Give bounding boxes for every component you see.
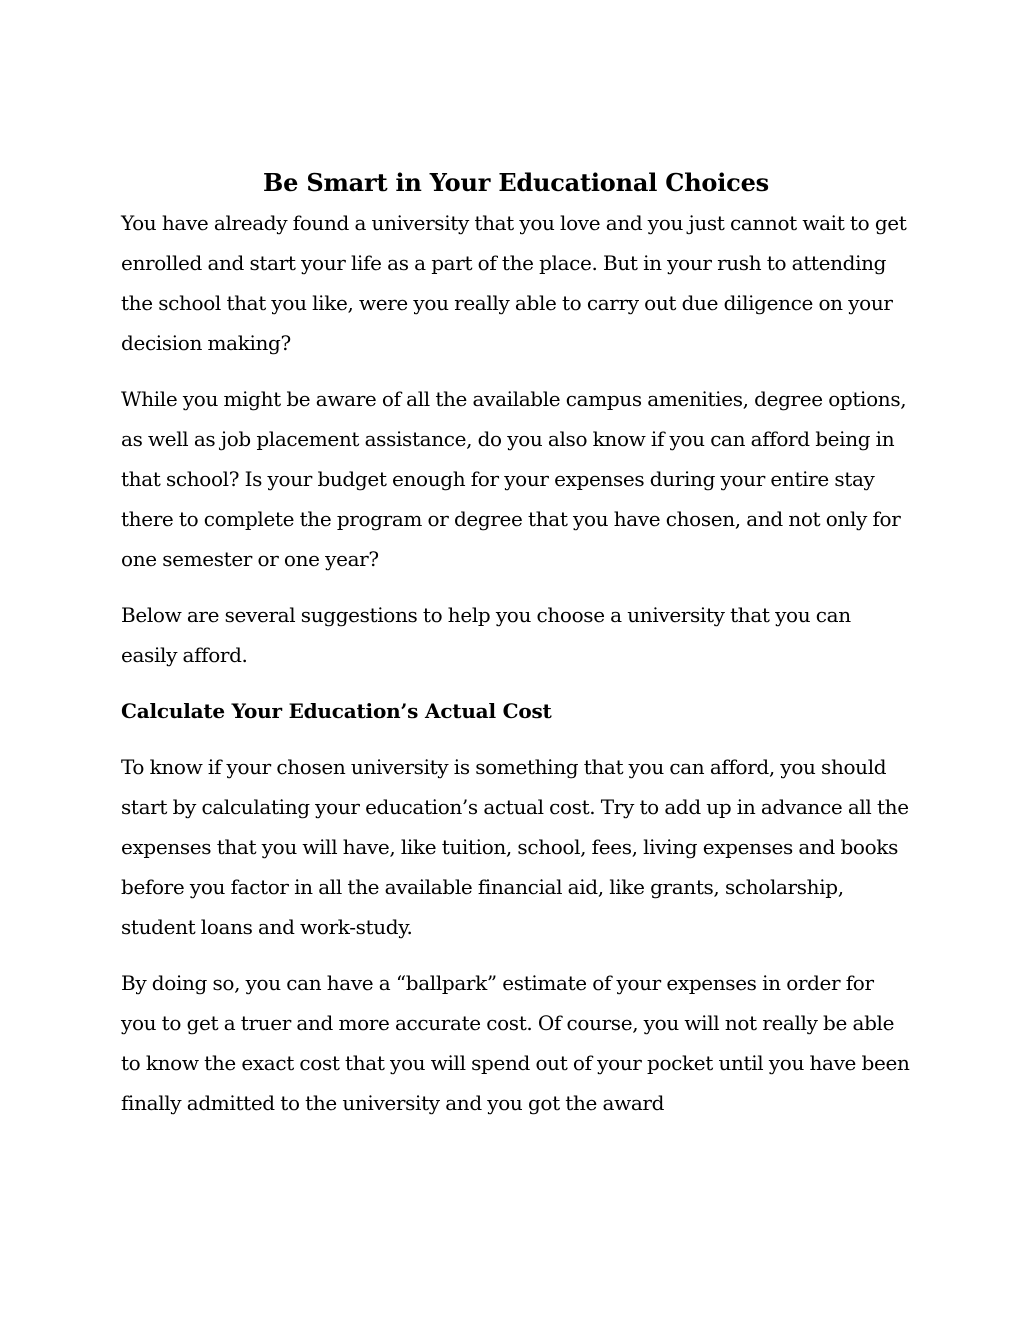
document-title: Be Smart in Your Educational Choices (263, 168, 769, 197)
intro-paragraph-3: Below are several suggestions to help you choose a university that you can easily afford. (121, 603, 851, 667)
intro-paragraph-2: While you might be aware of all the available campus amenities, degree options, as well as job placement assistance, do you also know if you can afford being in that school? Is your budget enough for your expenses during your entire stay there to complete the program or degree that you have chosen, and not only for one semester or one year? (121, 387, 907, 571)
section-paragraph-1: To know if your chosen university is something that you can afford, you should start by calculating your education’s actual cost. Try to add up in advance all the expenses that you will have, like tuition, school, fees, living expenses and books before you factor in all the available financial aid, like grants, scholarship, student loans and work-study. (121, 755, 909, 939)
intro-paragraph-1: You have already found a university that you love and you just cannot wait to get enrolled and start your life as a part of the place. But in your rush to attending the school that you like, were you really able to carry out due diligence on your decision making? (121, 211, 907, 355)
section-paragraph-2: By doing so, you can have a “ballpark” estimate of your expenses in order for you to get a truer and more accurate cost. Of course, you will not really be able to know the exact cost that you will spend out of your pocket until you have been finally admitted to the university and you got the award (121, 971, 910, 1115)
document-page (121, 163, 911, 1139)
section-heading: Calculate Your Education’s Actual Cost (121, 699, 552, 723)
